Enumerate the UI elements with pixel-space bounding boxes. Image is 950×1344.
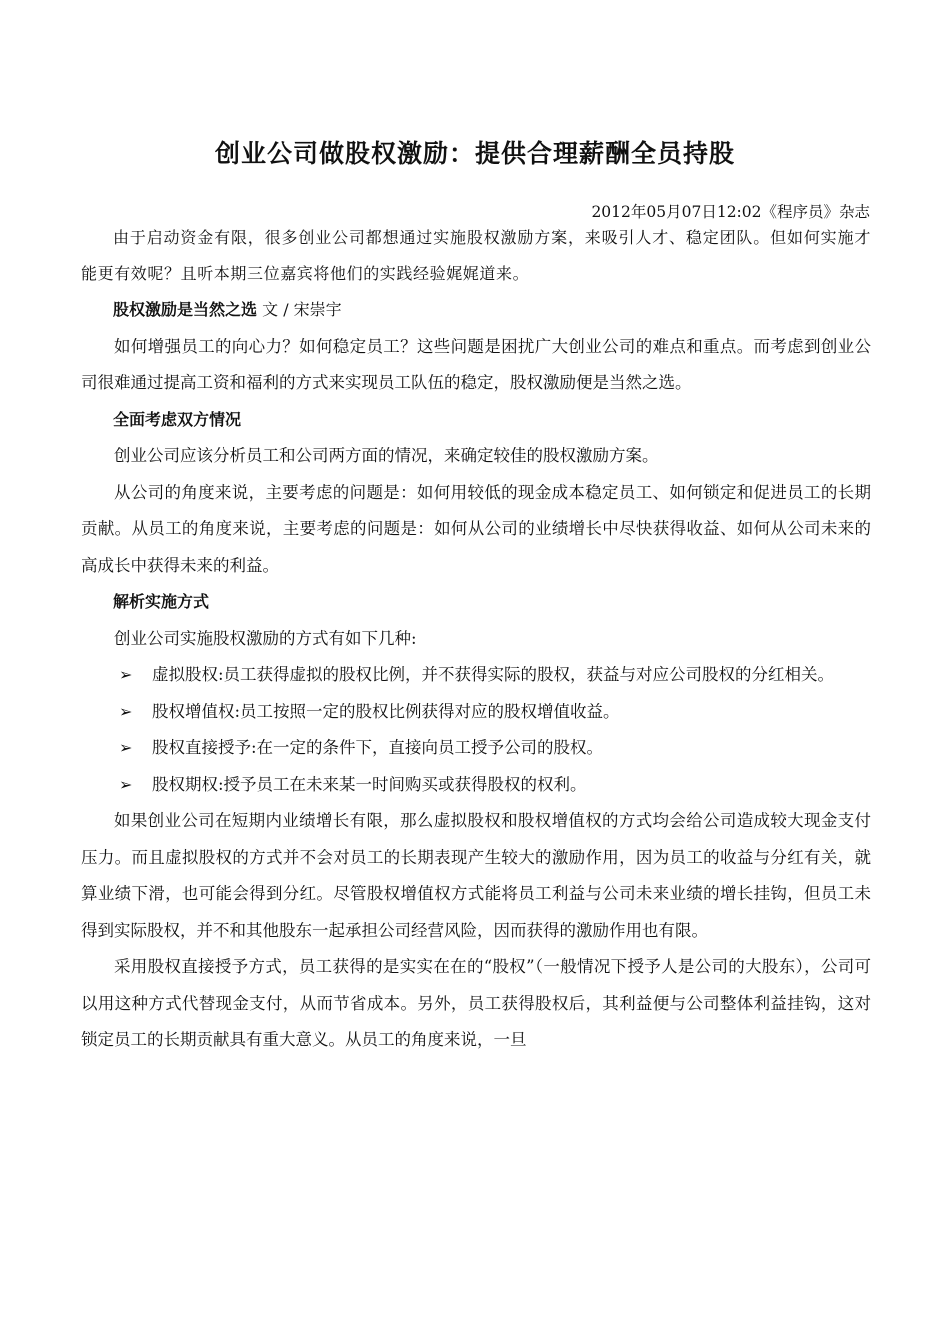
paragraph: 创业公司实施股权激励的方式有如下几种:	[114, 628, 417, 648]
list-item-text: 股权增值权:员工按照一定的股权比例获得对应的股权增值收益。	[152, 701, 620, 721]
paragraph: 创业公司应该分析员工和公司两方面的情况，来确定较佳的股权激励方案。	[114, 446, 659, 465]
list-item-text: 股权直接授予:在一定的条件下，直接向员工授予公司的股权。	[152, 738, 604, 757]
list-item-text: 虚拟股权:员工获得虚拟的股权比例，并不获得实际的股权，获益与对应公司股权的分红相关。	[152, 665, 835, 684]
list-item	[81, 767, 871, 804]
arrow-bullet-icon: ➢	[119, 774, 133, 794]
section-heading-2: 全面考虑双方情况	[113, 409, 242, 429]
list-item	[81, 730, 871, 767]
author-byline: 文 / 宋崇宇	[257, 300, 342, 319]
paragraph: 如何增强员工的向心力？如何稳定员工？这些问题是困扰广大创业公司的难点和重点。而考虑到创业公司很难通过提高工资和福利的方式来实现员工队伍的稳定，股权激励便是当然之选。	[81, 336, 871, 392]
section-heading-3: 解析实施方式	[113, 592, 210, 611]
paragraph: 从公司的角度来说，主要考虑的问题是：如何用较低的现金成本稳定员工、如何锁定和促进员工的长期贡献。从员工的角度来说，主要考虑的问题是：如何从公司的业绩增长中尽快获得收益、如何从公司未来的高成长中获得未来的利益。	[81, 482, 871, 575]
paragraph: 采用股权直接授予方式，员工获得的是实实在在的“股权”（一般情况下授予人是公司的大股东），公司可以用这种方式代替现金支付，从而节省成本。另外，员工获得股权后，其利益便与公司整体利益挂钩，这对锁定员工的长期贡献具有重大意义。从员工的角度来说，一旦	[81, 957, 871, 1049]
arrow-bullet-icon: ➢	[119, 701, 133, 721]
article-body	[81, 220, 871, 1059]
section-heading-1-text: 股权激励是当然之选	[113, 300, 258, 319]
article-meta: 2012年05月07日12:02《程序员》杂志	[591, 203, 870, 221]
intro-paragraph: 由于启动资金有限，很多创业公司都想通过实施股权激励方案，来吸引人才、稳定团队。但如何实施才能更有效呢？且听本期三位嘉宾将他们的实践经验娓娓道来。	[81, 228, 871, 283]
bullet-list	[81, 657, 871, 803]
list-item	[81, 694, 871, 731]
article-title: 创业公司做股权激励：提供合理薪酬全员持股	[214, 139, 735, 168]
list-item	[81, 657, 871, 694]
section-heading-1	[81, 292, 871, 329]
arrow-bullet-icon: ➢	[119, 665, 133, 684]
arrow-bullet-icon: ➢	[119, 738, 133, 757]
list-item-text: 股权期权:授予员工在未来某一时间购买或获得股权的权利。	[152, 774, 587, 794]
paragraph: 如果创业公司在短期内业绩增长有限，那么虚拟股权和股权增值权的方式均会给公司造成较大现金支付压力。而且虚拟股权的方式并不会对员工的长期表现产生较大的激励作用，因为员工的收益与分红有关，就算业绩下滑，也可能会得到分红。尽管股权增值权方式能将员工利益与公司未来业绩的增长挂钩，但员工未得到实际股权，并不和其他股东一起承担公司经营风险，因而获得的激励作用也有限。	[81, 811, 871, 940]
